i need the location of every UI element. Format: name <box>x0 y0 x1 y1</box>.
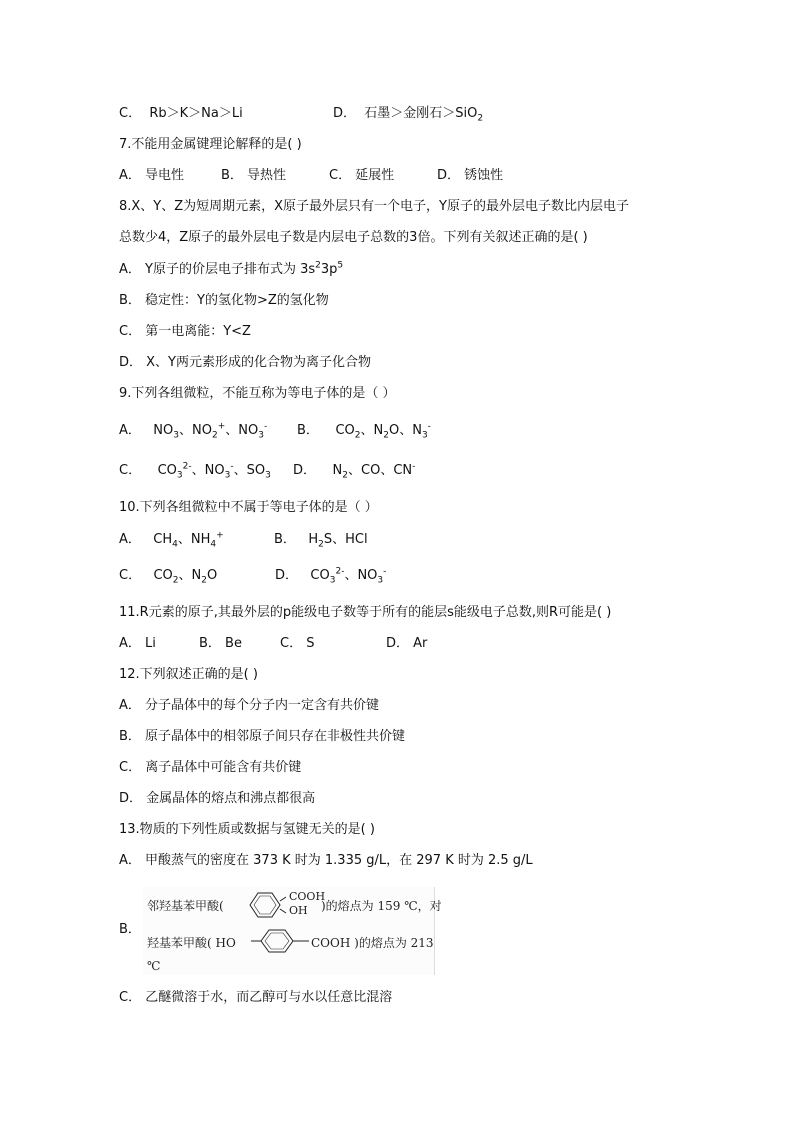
option-12c: C． 离子晶体中可能含有共价键 <box>119 760 302 775</box>
question-11-stem: 11.R元素的原子,其最外层的p能级电子数等于所有的能层s能级电子总数,则R可能是( ) <box>119 605 612 620</box>
option-12b: B． 原子晶体中的相邻原子间只存在非极性共价键 <box>119 729 406 744</box>
option-12a: A． 分子晶体中的每个分子内一定含有共价键 <box>119 698 380 713</box>
image-line-2-tail: COOH )的熔点为 213 <box>311 936 434 950</box>
option-13a: A． 甲酸蒸气的密度在 373 K 时为 1.335 g/L，在 297 K 时为 2.5 g/L <box>119 853 533 868</box>
option-12d: D． 金属晶体的熔点和沸点都很高 <box>119 791 316 806</box>
option-13c: C． 乙醚微溶于水，而乙醇可与水以任意比混溶 <box>119 990 393 1005</box>
image-line-3: ℃ <box>147 959 161 973</box>
option-6c: C． Rb＞K＞Na＞Li <box>119 106 243 121</box>
question-13-stem: 13.物质的下列性质或数据与氢键无关的是( ) <box>119 822 375 837</box>
image-line-1: 邻羟基苯甲酸( <box>147 899 224 913</box>
option-13b-label: B． <box>119 922 141 937</box>
question-10-options-cd: C． $CO_2$、$N_2O$ D． $CO_3^{2-}$、$NO_3^-$ <box>119 566 387 586</box>
oh-label: OH <box>289 904 308 917</box>
question-7-stem: 7.不能用金属键理论解释的是( ) <box>119 137 302 152</box>
question-11-options: A． Li B． Be C． S D． Ar <box>119 636 428 651</box>
image-line-1-tail: )的熔点为 159 ℃，对 <box>321 899 442 913</box>
option-8c: C． 第一电离能：Y<Z <box>119 324 251 339</box>
question-10-options-ab: A． $CH_4$、$NH_4^+$ B． $H_2S$、HCl <box>119 530 368 550</box>
question-9-stem: 9.下列各组微粒，不能互称为等电子体的是（ ） <box>119 386 396 401</box>
cooh-label: COOH <box>289 890 326 903</box>
image-line-2: 羟基苯甲酸( HO <box>147 936 236 950</box>
option-8a: A． Y原子的价层电子排布式为 $3s^23p^5$ <box>119 260 344 277</box>
option-13b-image <box>143 887 442 975</box>
option-8d: D． X、Y两元素形成的化合物为离子化合物 <box>119 355 371 370</box>
question-9-options-ab: A． $NO_3$、$NO_2^+$、$NO_3^-$ B． $CO_2$、$N_2O$、$N_3^-$ <box>119 421 431 441</box>
question-9-options-cd: C． $CO_3^{2-}$、$NO_3^-$、$SO_3$ D． $N_2$、CO、CN- <box>119 461 416 481</box>
question-8-stem-line1: 8.X、Y、Z为短周期元素，X原子最外层只有一个电子，Y原子的最外层电子数比内层电子 <box>119 199 630 214</box>
option-8b: B． 稳定性：Y的氢化物>Z的氢化物 <box>119 293 329 308</box>
question-10-stem: 10.下列各组微粒中不属于等电子体的是（ ） <box>119 500 378 515</box>
p-hydroxybenzoic-acid-structure <box>251 927 311 955</box>
question-12-stem: 12.下列叙述正确的是( ) <box>119 667 258 682</box>
option-6d: D． 石墨＞金刚石＞SiO$_2$ <box>333 106 484 124</box>
question-7-options: A． 导电性 B． 导热性 C． 延展性 D． 锈蚀性 <box>119 168 504 183</box>
question-8-stem-line2: 总数少4，Z原子的最外层电子数是内层电子总数的3倍。下列有关叙述正确的是( ) <box>119 230 588 245</box>
